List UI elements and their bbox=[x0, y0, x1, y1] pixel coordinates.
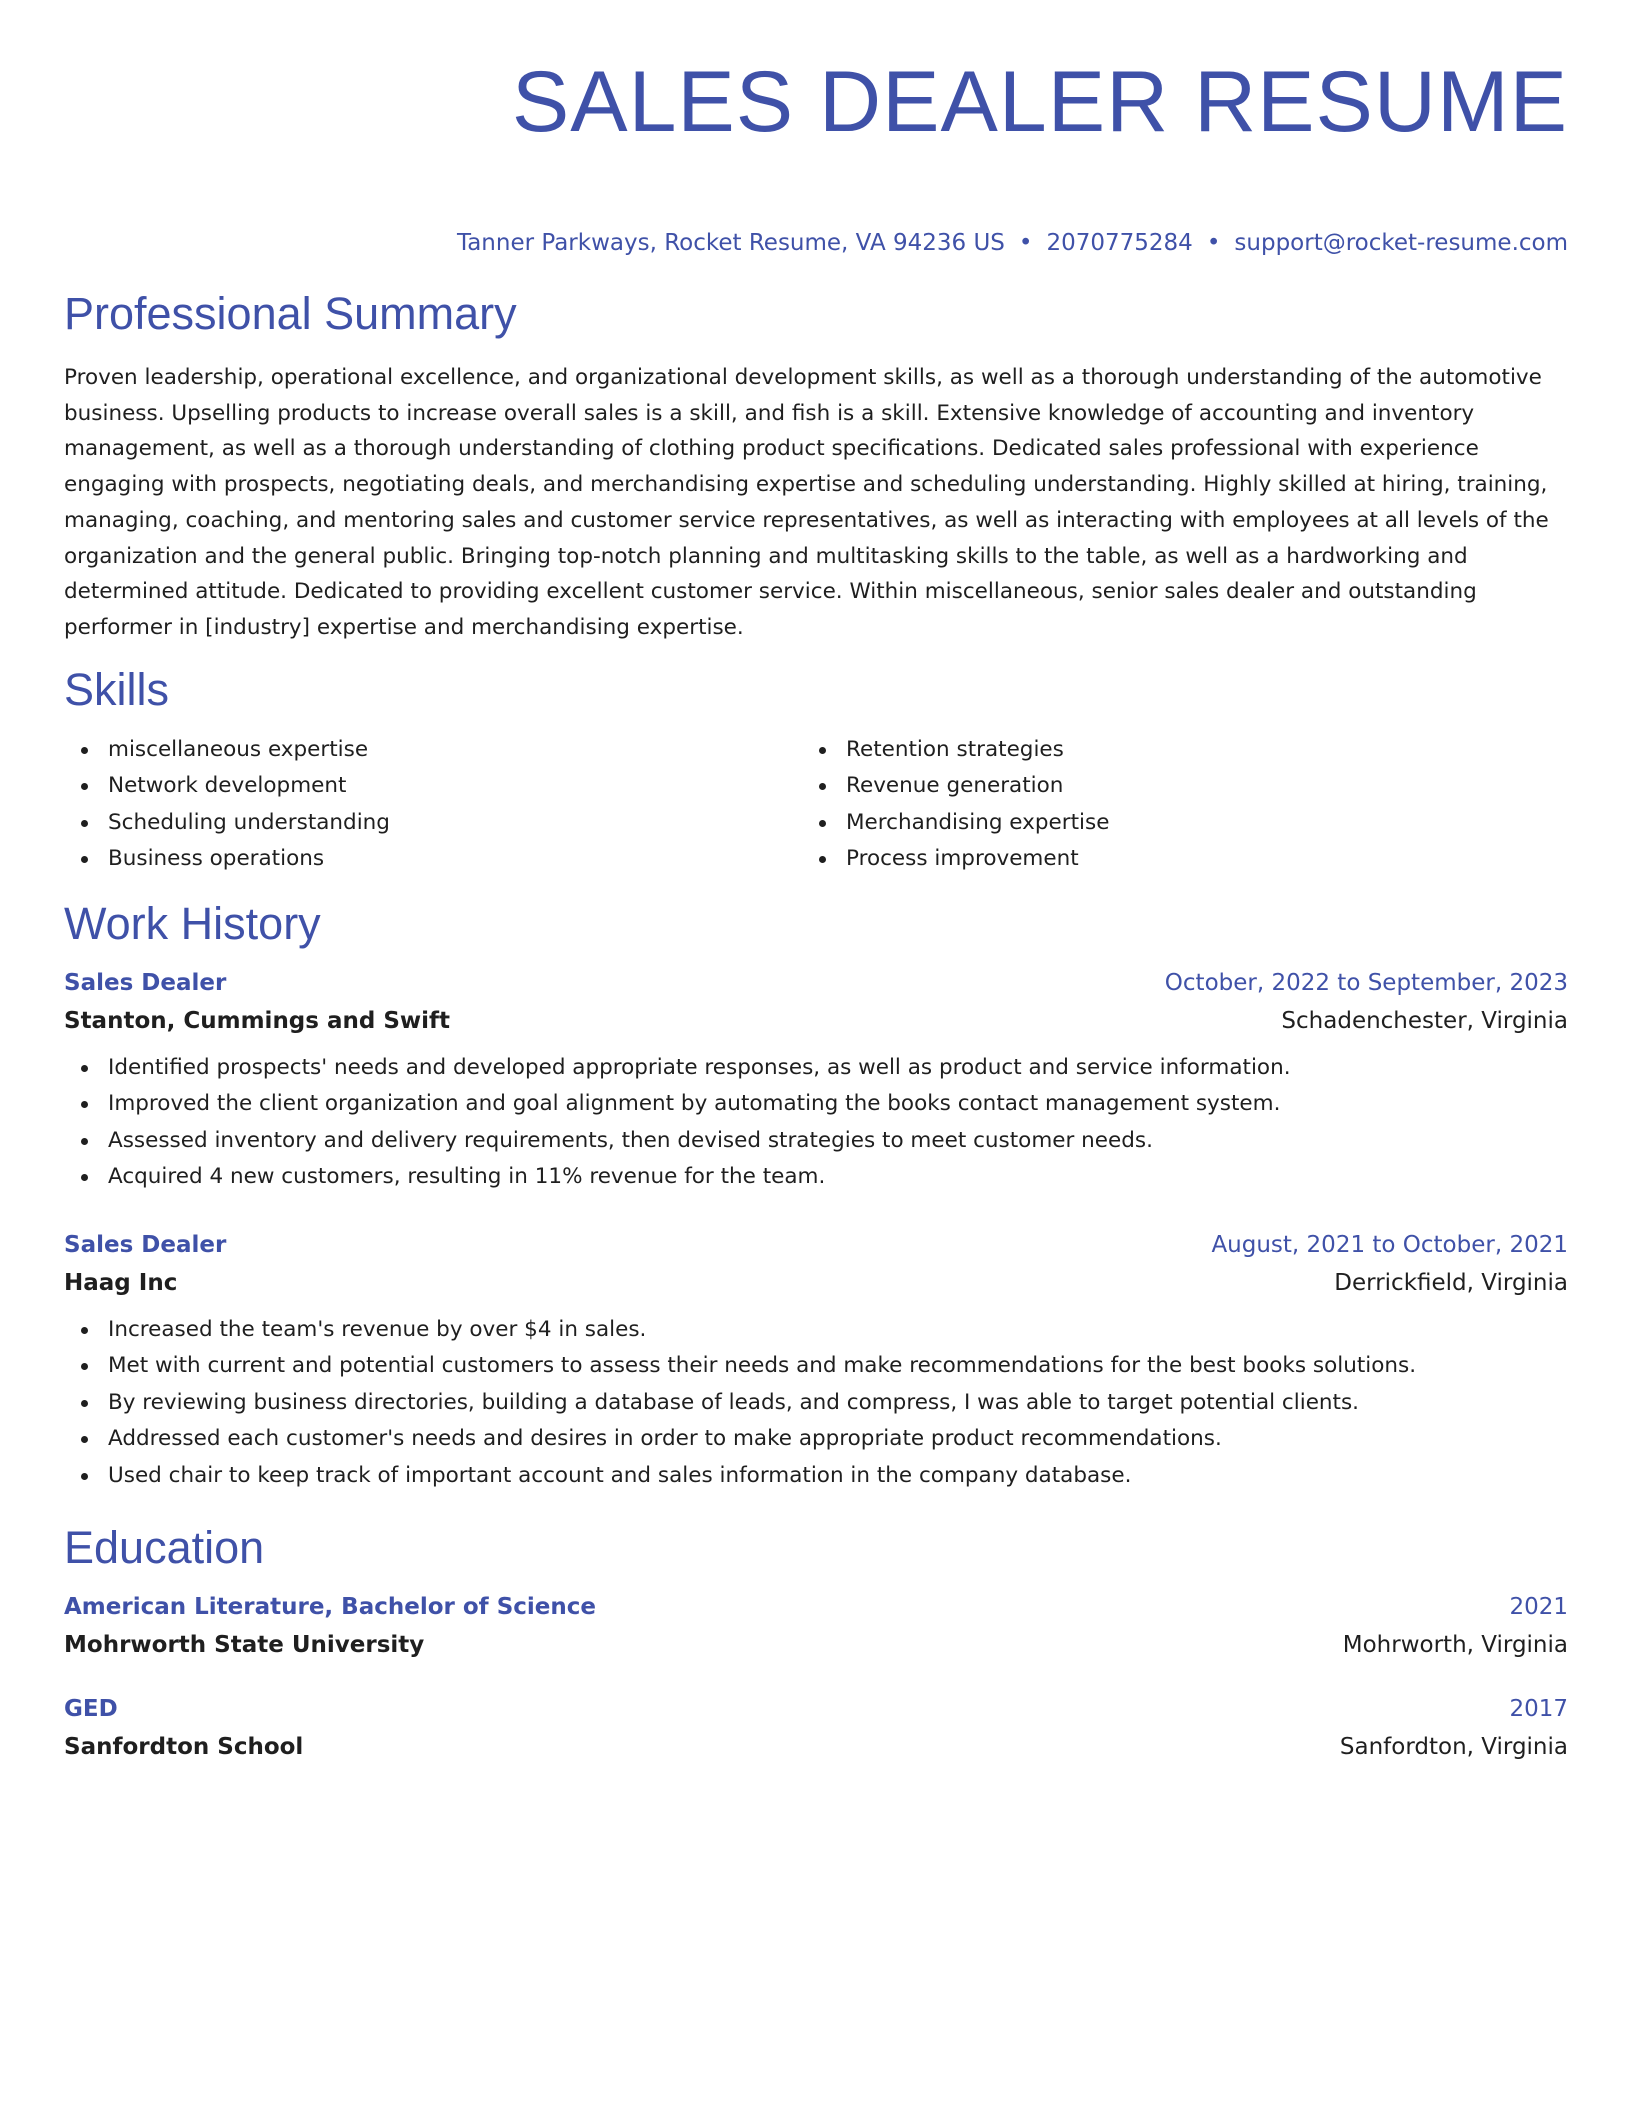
job-bullet: Improved the client organization and goal alignment by automating the books contact management system. bbox=[64, 1086, 1568, 1123]
section-title-skills: Skills bbox=[64, 663, 170, 715]
work-entry-company-row bbox=[64, 1006, 1568, 1036]
skills-list bbox=[64, 732, 1568, 878]
job-bullets bbox=[64, 1050, 1568, 1196]
skill-item: Merchandising expertise bbox=[802, 805, 1540, 842]
work-entry bbox=[64, 968, 1568, 1196]
skill-item: Network development bbox=[64, 768, 802, 805]
work-entry-header bbox=[64, 1230, 1568, 1260]
section-title-work-history: Work History bbox=[64, 897, 321, 949]
work-entry-header bbox=[64, 968, 1568, 998]
contact-email: support@rocket-resume.com bbox=[1234, 230, 1568, 256]
resume-title: SALES DEALER RESUME bbox=[511, 54, 1568, 150]
contact-line bbox=[64, 228, 1568, 258]
work-entry bbox=[64, 1230, 1568, 1495]
job-bullets bbox=[64, 1312, 1568, 1495]
contact-separator: • bbox=[1206, 230, 1221, 256]
job-location: Schadenchester, Virginia bbox=[1281, 1007, 1568, 1034]
education-entry-school-row bbox=[64, 1732, 1568, 1762]
job-dates: October, 2022 to September, 2023 bbox=[1164, 969, 1568, 996]
school-name: Mohrworth State University bbox=[64, 1632, 425, 1659]
skill-item: Revenue generation bbox=[802, 768, 1540, 805]
school-location: Mohrworth, Virginia bbox=[1342, 1632, 1568, 1659]
job-bullet: Met with current and potential customers to assess their needs and make recommendations for the best books solutions. bbox=[64, 1348, 1568, 1385]
school-name: Sanfordton School bbox=[64, 1734, 304, 1761]
graduation-year: 2021 bbox=[1509, 1594, 1568, 1621]
job-bullet: Addressed each customer's needs and desires in order to make appropriate product recommendations. bbox=[64, 1421, 1568, 1458]
job-bullet: Used chair to keep track of important account and sales information in the company database. bbox=[64, 1458, 1568, 1495]
summary-text: Proven leadership, operational excellence, and organizational development skills, as well as a thorough understanding of the automotive business. Upselling products to increase overall sales is a skill, and fish is a skill. Extensive knowledge of accounting and inventory management, as well as a thorough understanding of clothing product specifications. Dedicated sales professional with experience engaging with prospects, negotiating deals, and merchandising expertise and scheduling understanding. Highly skilled at hiring, training, managing, coaching, and mentoring sales and customer service representatives, as well as interacting with employees at all levels of the organization and the general public. Bringing top-notch planning and multitasking skills to the table, as well as a hardworking and determined attitude. Dedicated to providing excellent customer service. Within miscellaneous, senior sales dealer and outstanding performer in [industry] expertise and merchandising expertise. bbox=[64, 365, 1549, 640]
skills-column-left bbox=[64, 732, 802, 878]
company-name: Haag Inc bbox=[64, 1269, 178, 1296]
contact-separator: • bbox=[1018, 230, 1033, 256]
education-entry-header bbox=[64, 1592, 1568, 1622]
education-entry bbox=[64, 1592, 1568, 1660]
job-title: Sales Dealer bbox=[64, 1231, 227, 1258]
skill-item: Scheduling understanding bbox=[64, 805, 802, 842]
job-bullet: Identified prospects' needs and developed appropriate responses, as well as product and service information. bbox=[64, 1050, 1568, 1087]
company-name: Stanton, Cummings and Swift bbox=[64, 1007, 451, 1034]
degree: GED bbox=[64, 1696, 118, 1723]
job-bullet: Acquired 4 new customers, resulting in 11% revenue for the team. bbox=[64, 1159, 1568, 1196]
job-location: Derrickfield, Virginia bbox=[1334, 1269, 1568, 1296]
skill-item: miscellaneous expertise bbox=[64, 732, 802, 769]
school-location: Sanfordton, Virginia bbox=[1339, 1734, 1568, 1761]
education-entry-school-row bbox=[64, 1630, 1568, 1660]
skill-item: Retention strategies bbox=[802, 732, 1540, 769]
education-entry bbox=[64, 1694, 1568, 1762]
skill-item: Process improvement bbox=[802, 841, 1540, 878]
section-title-education: Education bbox=[64, 1522, 265, 1574]
degree: American Literature, Bachelor of Science bbox=[64, 1594, 596, 1621]
job-bullet: By reviewing business directories, building a database of leads, and compress, I was able to target potential clients. bbox=[64, 1385, 1568, 1422]
skill-item: Business operations bbox=[64, 841, 802, 878]
job-bullet: Assessed inventory and delivery requirements, then devised strategies to meet customer needs. bbox=[64, 1123, 1568, 1160]
education-entry-header bbox=[64, 1694, 1568, 1724]
section-title-summary: Professional Summary bbox=[64, 288, 517, 339]
work-entry-company-row bbox=[64, 1268, 1568, 1298]
skills-column-right bbox=[802, 732, 1540, 878]
job-dates: August, 2021 to October, 2021 bbox=[1211, 1231, 1568, 1258]
contact-address: Tanner Parkways, Rocket Resume, VA 94236 US bbox=[456, 230, 1005, 256]
graduation-year: 2017 bbox=[1509, 1696, 1568, 1723]
job-title: Sales Dealer bbox=[64, 969, 227, 996]
job-bullet: Increased the team's revenue by over $4 in sales. bbox=[64, 1312, 1568, 1349]
contact-phone: 2070775284 bbox=[1046, 230, 1193, 256]
